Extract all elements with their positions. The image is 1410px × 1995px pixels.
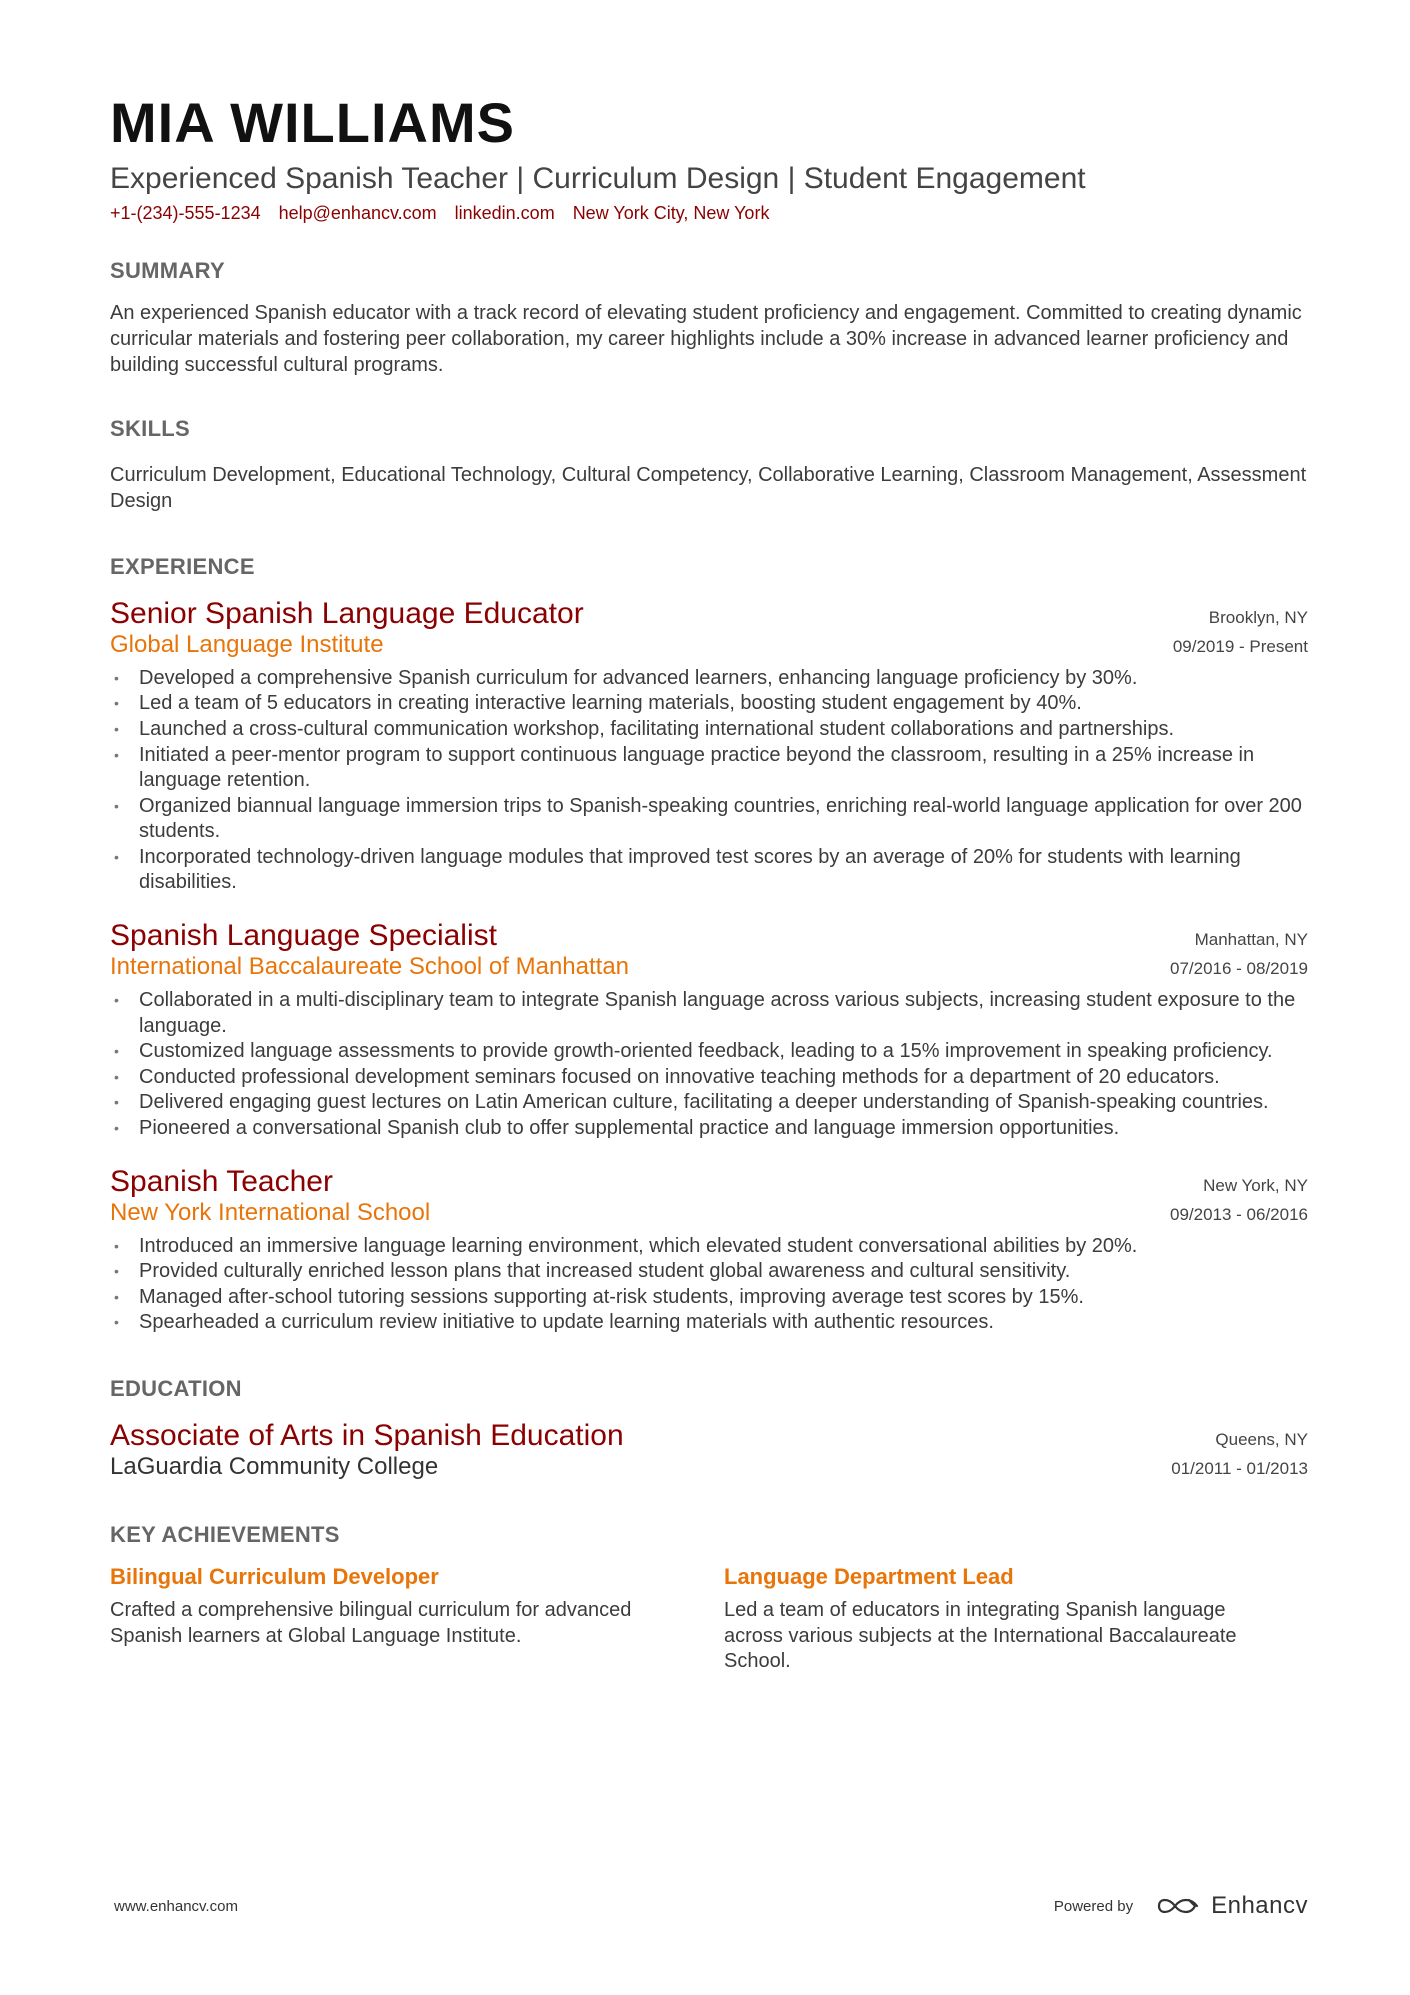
experience-title: EXPERIENCE [110,553,255,579]
resume-page [110,92,1308,1675]
bullet-item: • Spearheaded a curriculum review initiative to update learning materials with authentic resources. [110,1310,1308,1336]
job-title: Spanish Language Specialist [110,919,497,953]
candidate-name: MIA WILLIAMS [110,91,515,154]
contact-phone[interactable]: +1-(234)-555-1234 [110,202,261,223]
job-bullets [110,988,1308,1142]
achievement-title: Language Department Lead [724,1564,1014,1589]
job-bullets [110,666,1308,896]
school-name: LaGuardia Community College [110,1453,439,1480]
page-footer [114,1892,1308,1920]
skills-section [110,416,1308,514]
bullet-item: • Conducted professional development seminars focused on innovative teaching methods for a department of 20 educators. [110,1065,1308,1091]
job-entry [110,918,1308,1142]
education-location: Queens, NY [1215,1430,1308,1449]
job-title: Senior Spanish Language Educator [110,596,584,630]
job-location: New York, NY [1203,1175,1308,1195]
bullet-item: • Introduced an immersive language learning environment, which elevated student conversational abilities by 20%. [110,1234,1308,1260]
education-section [110,1376,1308,1482]
summary-text: An experienced Spanish educator with a track record of elevating student proficiency and engagement. Committed to creating dynamic curricular materials and fostering peer collaboration, my career highlights include a 30% increase in advanced learner proficiency and building successful cultural programs. [110,301,1302,376]
achievement-title: Bilingual Curriculum Developer [110,1564,439,1589]
enhancv-logo-icon [1155,1894,1201,1918]
powered-by-label: Powered by [1053,1897,1134,1915]
bullet-item: • Led a team of 5 educators in creating interactive learning materials, boosting student engagement by 40%. [110,691,1308,717]
job-company: International Baccalaureate School of Manhattan [110,953,630,981]
job-company: Global Language Institute [110,630,384,658]
job-company: New York International School [110,1198,431,1226]
achievement-item [724,1562,1276,1675]
bullet-item: • Provided culturally enriched lesson plans that increased student global awareness and cultural sensitivity. [110,1259,1308,1285]
achievements-title: KEY ACHIEVEMENTS [110,1522,340,1547]
bullet-item: • Incorporated technology-driven language modules that improved test scores by an average of 20% for students with learning disabilities. [110,845,1308,896]
degree-title: Associate of Arts in Spanish Education [110,1419,624,1452]
job-dates: 09/2013 - 06/2016 [1169,1204,1308,1224]
job-title: Spanish Teacher [110,1164,333,1198]
skills-text: Curriculum Development, Educational Technology, Cultural Competency, Collaborative Learning, Classroom Management, Assessment Design [110,463,1307,512]
summary-title: SUMMARY [110,257,225,283]
contact-row [110,203,1308,224]
brand-logo[interactable] [1155,1892,1308,1920]
job-entry [110,1164,1308,1336]
brand-name: Enhancv [1211,1892,1308,1919]
education-title: EDUCATION [110,1376,242,1401]
contact-linkedin[interactable]: linkedin.com [454,202,555,223]
candidate-headline: Experienced Spanish Teacher | Curriculum Design | Student Engagement [110,161,1086,195]
bullet-item: • Pioneered a conversational Spanish club to offer supplemental practice and language immersion opportunities. [110,1116,1308,1142]
job-location: Brooklyn, NY [1208,607,1308,627]
skills-title: SKILLS [110,415,191,441]
bullet-item: • Delivered engaging guest lectures on Latin American culture, facilitating a deeper understanding of Spanish-speaking countries. [110,1090,1308,1116]
achievement-desc: Led a team of educators in integrating Spanish language across various subjects at the International Baccalaureate School. [724,1599,1237,1673]
experience-section [110,554,1308,1336]
job-location: Manhattan, NY [1194,930,1308,950]
achievements-section [110,1522,1308,1675]
job-dates: 09/2019 - Present [1172,636,1308,656]
education-dates: 01/2011 - 01/2013 [1171,1459,1308,1478]
bullet-item: • Developed a comprehensive Spanish curriculum for advanced learners, enhancing language proficiency by 30%. [110,666,1308,692]
job-entry [110,596,1308,896]
bullet-item: • Customized language assessments to provide growth-oriented feedback, leading to a 15% improvement in speaking proficiency. [110,1039,1308,1065]
job-dates: 07/2016 - 08/2019 [1169,959,1308,979]
bullet-item: • Collaborated in a multi-disciplinary team to integrate Spanish language across various subjects, increasing student exposure to the language. [110,988,1308,1039]
job-bullets [110,1234,1308,1336]
achievement-desc: Crafted a comprehensive bilingual curriculum for advanced Spanish learners at Global Language Institute. [110,1599,632,1647]
contact-location: New York City, New York [572,202,770,223]
bullet-item: • Managed after-school tutoring sessions supporting at-risk students, improving average test scores by 15%. [110,1285,1308,1311]
bullet-item: • Initiated a peer-mentor program to support continuous language practice beyond the classroom, resulting in a 25% increase in language retention. [110,743,1308,794]
bullet-item: • Launched a cross-cultural communication workshop, facilitating international student collaborations and partnerships. [110,717,1308,743]
bullet-item: • Organized biannual language immersion trips to Spanish-speaking countries, enriching real-world language application for over 200 students. [110,794,1308,845]
education-entry [110,1418,1308,1482]
footer-website[interactable]: www.enhancv.com [114,1897,238,1915]
summary-section [110,258,1308,378]
achievement-item [110,1562,662,1675]
contact-email[interactable]: help@enhancv.com [278,202,437,223]
